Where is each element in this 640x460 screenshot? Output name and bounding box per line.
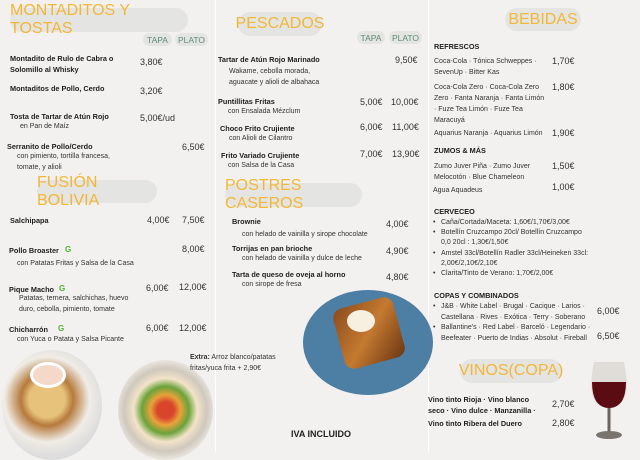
fried-food-photo [2, 350, 102, 460]
item-desc: Patatas, ternera, salchichas, huevo [19, 295, 129, 302]
item-price: 7,50€ [182, 215, 205, 225]
section-title-bebidas: BEBIDAS [505, 8, 581, 31]
item-price: 9,50€ [395, 55, 418, 65]
plato-label: PLATO [175, 33, 208, 46]
item-price: 4,80€ [386, 272, 409, 282]
item-desc: con helado de vainilla y dulce de leche [242, 255, 362, 262]
beer-item: • Amstel 33cl/Botellín Radler 33cl/Heineken 33cl: 2,00€/2,10€/2,10€ [431, 249, 593, 269]
item-price: 6,50€ [182, 142, 205, 152]
drink-price: 1,90€ [552, 128, 575, 138]
section-title-montaditos: MONTADITOS Y TOSTAS [10, 8, 188, 32]
subheading: CERVECEO [434, 207, 475, 216]
item-desc: con Ensalada Mézclum [228, 108, 301, 115]
beer-item: • Clarita/Tinto de Verano: 1,70€/2,00€ [431, 269, 593, 279]
drink-item: Zumo Juver Piña · Zumo Juver Melocotón · Blue Chameleon [434, 163, 531, 181]
spirit-item: • J&B · White Label · Brugal · Cacique · Larios · Castellana · Rives · Exótica · Terry · Soberano [431, 302, 593, 323]
item-desc: con Salsa de la Casa [228, 162, 295, 169]
drink-price: 1,50€ [552, 161, 575, 171]
drink-price: 6,50€ [597, 331, 620, 341]
drink-price: 1,80€ [552, 82, 575, 92]
extra-text: fritas/yuca frita + 2,90€ [190, 365, 262, 372]
drink-item: Coca-Cola · Tónica Schweppes · SevenUp · Bitter Kas [434, 58, 537, 76]
drink-price: 1,00€ [552, 182, 575, 192]
drink-item: Coca-Cola Zero · Coca-Cola Zero Zero · Fanta Naranja · Fanta Limón · Fuze Tea Limón · Fuze Tea Maracuyá [434, 84, 545, 124]
item-price: 6,00€ [146, 283, 169, 293]
item-desc: aguacate y alioli de albahaca [229, 79, 320, 86]
section-title-pescados: PESCADOS [238, 12, 322, 36]
subheading: COPAS Y COMBINADOS [434, 291, 519, 300]
extra-text: Arroz blanco/patatas [211, 354, 276, 361]
item-price: 7,00€ [360, 149, 383, 159]
item-desc: con helado de vainilla y sirope chocolate [242, 231, 368, 238]
drink-item: Aquarius Naranja · Aquarius Limón [434, 130, 543, 137]
beer-item: • Caña/Cortada/Maceta: 1,60€/1,70€/3,00€ [431, 218, 593, 228]
wine-price: 2,70€ [552, 399, 575, 409]
section-title-postres: POSTRES CASEROS [225, 183, 362, 207]
item-name: Pollo Broaster [9, 246, 59, 255]
gluten-badge: G [65, 245, 72, 254]
spirit-item: • Ballantine's · Red Label · Barceló · Legendario · Beefeater · Puerto de Indias · Absolut · Fireball [431, 323, 593, 344]
column-divider [215, 0, 216, 452]
drink-price: 1,70€ [552, 56, 575, 66]
item-name: Pique Macho [9, 285, 55, 294]
beer-item: • Botellín Cruzcampo 20cl/ Botellín Cruzcampo 0,0 20cl : 1,30€/1,50€ [431, 228, 593, 248]
tapa-label: TAPA [357, 31, 385, 44]
gluten-badge: G [59, 284, 66, 293]
plato-label: PLATO [389, 31, 422, 44]
gluten-badge: G [58, 324, 65, 333]
item-price: 4,90€ [386, 246, 409, 256]
item-price: 6,00€ [360, 122, 383, 132]
item-price: 3,20€ [140, 86, 163, 96]
extra-label: Extra: [190, 354, 210, 361]
item-name: Montaditos de Pollo, Cerdo [10, 84, 105, 93]
item-name: Tartar de Atún Rojo Marinado [218, 55, 320, 64]
item-desc: con Alioli de Cilantro [229, 135, 293, 142]
wine-item: Vino tinto Rioja · Vino blanco seco · Vino dulce · Manzanilla · [428, 395, 536, 415]
wine-price: 2,80€ [552, 418, 575, 428]
item-price: 13,90€ [392, 149, 420, 159]
item-price: 11,00€ [392, 122, 419, 132]
drink-item: Agua Aquadeus [433, 187, 483, 194]
item-price: 12,00€ [179, 323, 207, 333]
wine-glass-icon [588, 360, 630, 442]
beer-list [431, 218, 593, 279]
item-desc: con Yuca o Patata y Salsa Picante [17, 336, 124, 343]
item-name: Torrijas en pan brioche [232, 244, 313, 253]
item-name: Frito Variado Crujiente [221, 151, 300, 160]
item-desc: duro, cebolla, pimiento, tomate [19, 306, 115, 313]
ice-cream-scoop [347, 310, 375, 332]
item-name: Tosta de Tartar de Atún Rojo [10, 112, 109, 121]
torrija-plate-photo [303, 290, 433, 395]
item-price: 4,00€ [386, 219, 409, 229]
item-desc: Wakame, cebolla morada, [229, 68, 311, 75]
item-price: 5,00€/ud [140, 113, 176, 123]
sauce-bowl [30, 362, 66, 388]
tapa-label: TAPA [143, 33, 172, 46]
item-desc: tomate, y alioli [17, 164, 62, 171]
item-name: Brownie [232, 217, 261, 226]
item-price: 4,00€ [147, 215, 170, 225]
wine-item: Vino tinto Ribera del Duero [428, 419, 522, 428]
item-name: Chicharrón [9, 325, 48, 334]
item-price: 6,00€ [146, 323, 169, 333]
item-desc: con Patatas Fritas y Salsa de la Casa [17, 260, 134, 267]
section-title-vinos: VINOS(COPA) [460, 359, 562, 383]
item-price: 8,00€ [182, 244, 205, 254]
item-name: Choco Frito Crujiente [220, 124, 295, 133]
item-price: 10,00€ [391, 97, 419, 107]
torrija [331, 295, 407, 371]
column-divider [428, 0, 429, 452]
spirits-list [431, 302, 593, 344]
subheading: ZUMOS & MÁS [434, 146, 486, 155]
iva-note: IVA INCLUIDO [291, 429, 351, 439]
item-desc: con sirope de fresa [242, 281, 302, 288]
subheading: REFRESCOS [434, 42, 480, 51]
item-price: 5,00€ [360, 97, 383, 107]
item-name: Montadito de Rulo de Cabra o [10, 54, 114, 63]
item-desc: con pimiento, tortilla francesa, [17, 153, 110, 160]
item-name: Solomillo al Whisky [10, 65, 79, 74]
item-name: Salchipapa [10, 216, 49, 225]
item-price: 12,00€ [179, 282, 207, 292]
item-name: Serranito de Pollo/Cerdo [7, 142, 93, 151]
item-name: Tarta de queso de oveja al horno [232, 270, 346, 279]
item-desc: en Pan de Maíz [20, 123, 70, 130]
salad-photo [118, 360, 213, 460]
drink-price: 6,00€ [597, 306, 620, 316]
section-title-fusion: FUSIÓN BOLIVIA [37, 180, 157, 203]
item-name: Puntillitas Fritas [218, 97, 275, 106]
extra-note [190, 352, 276, 363]
item-price: 3,80€ [140, 57, 163, 67]
